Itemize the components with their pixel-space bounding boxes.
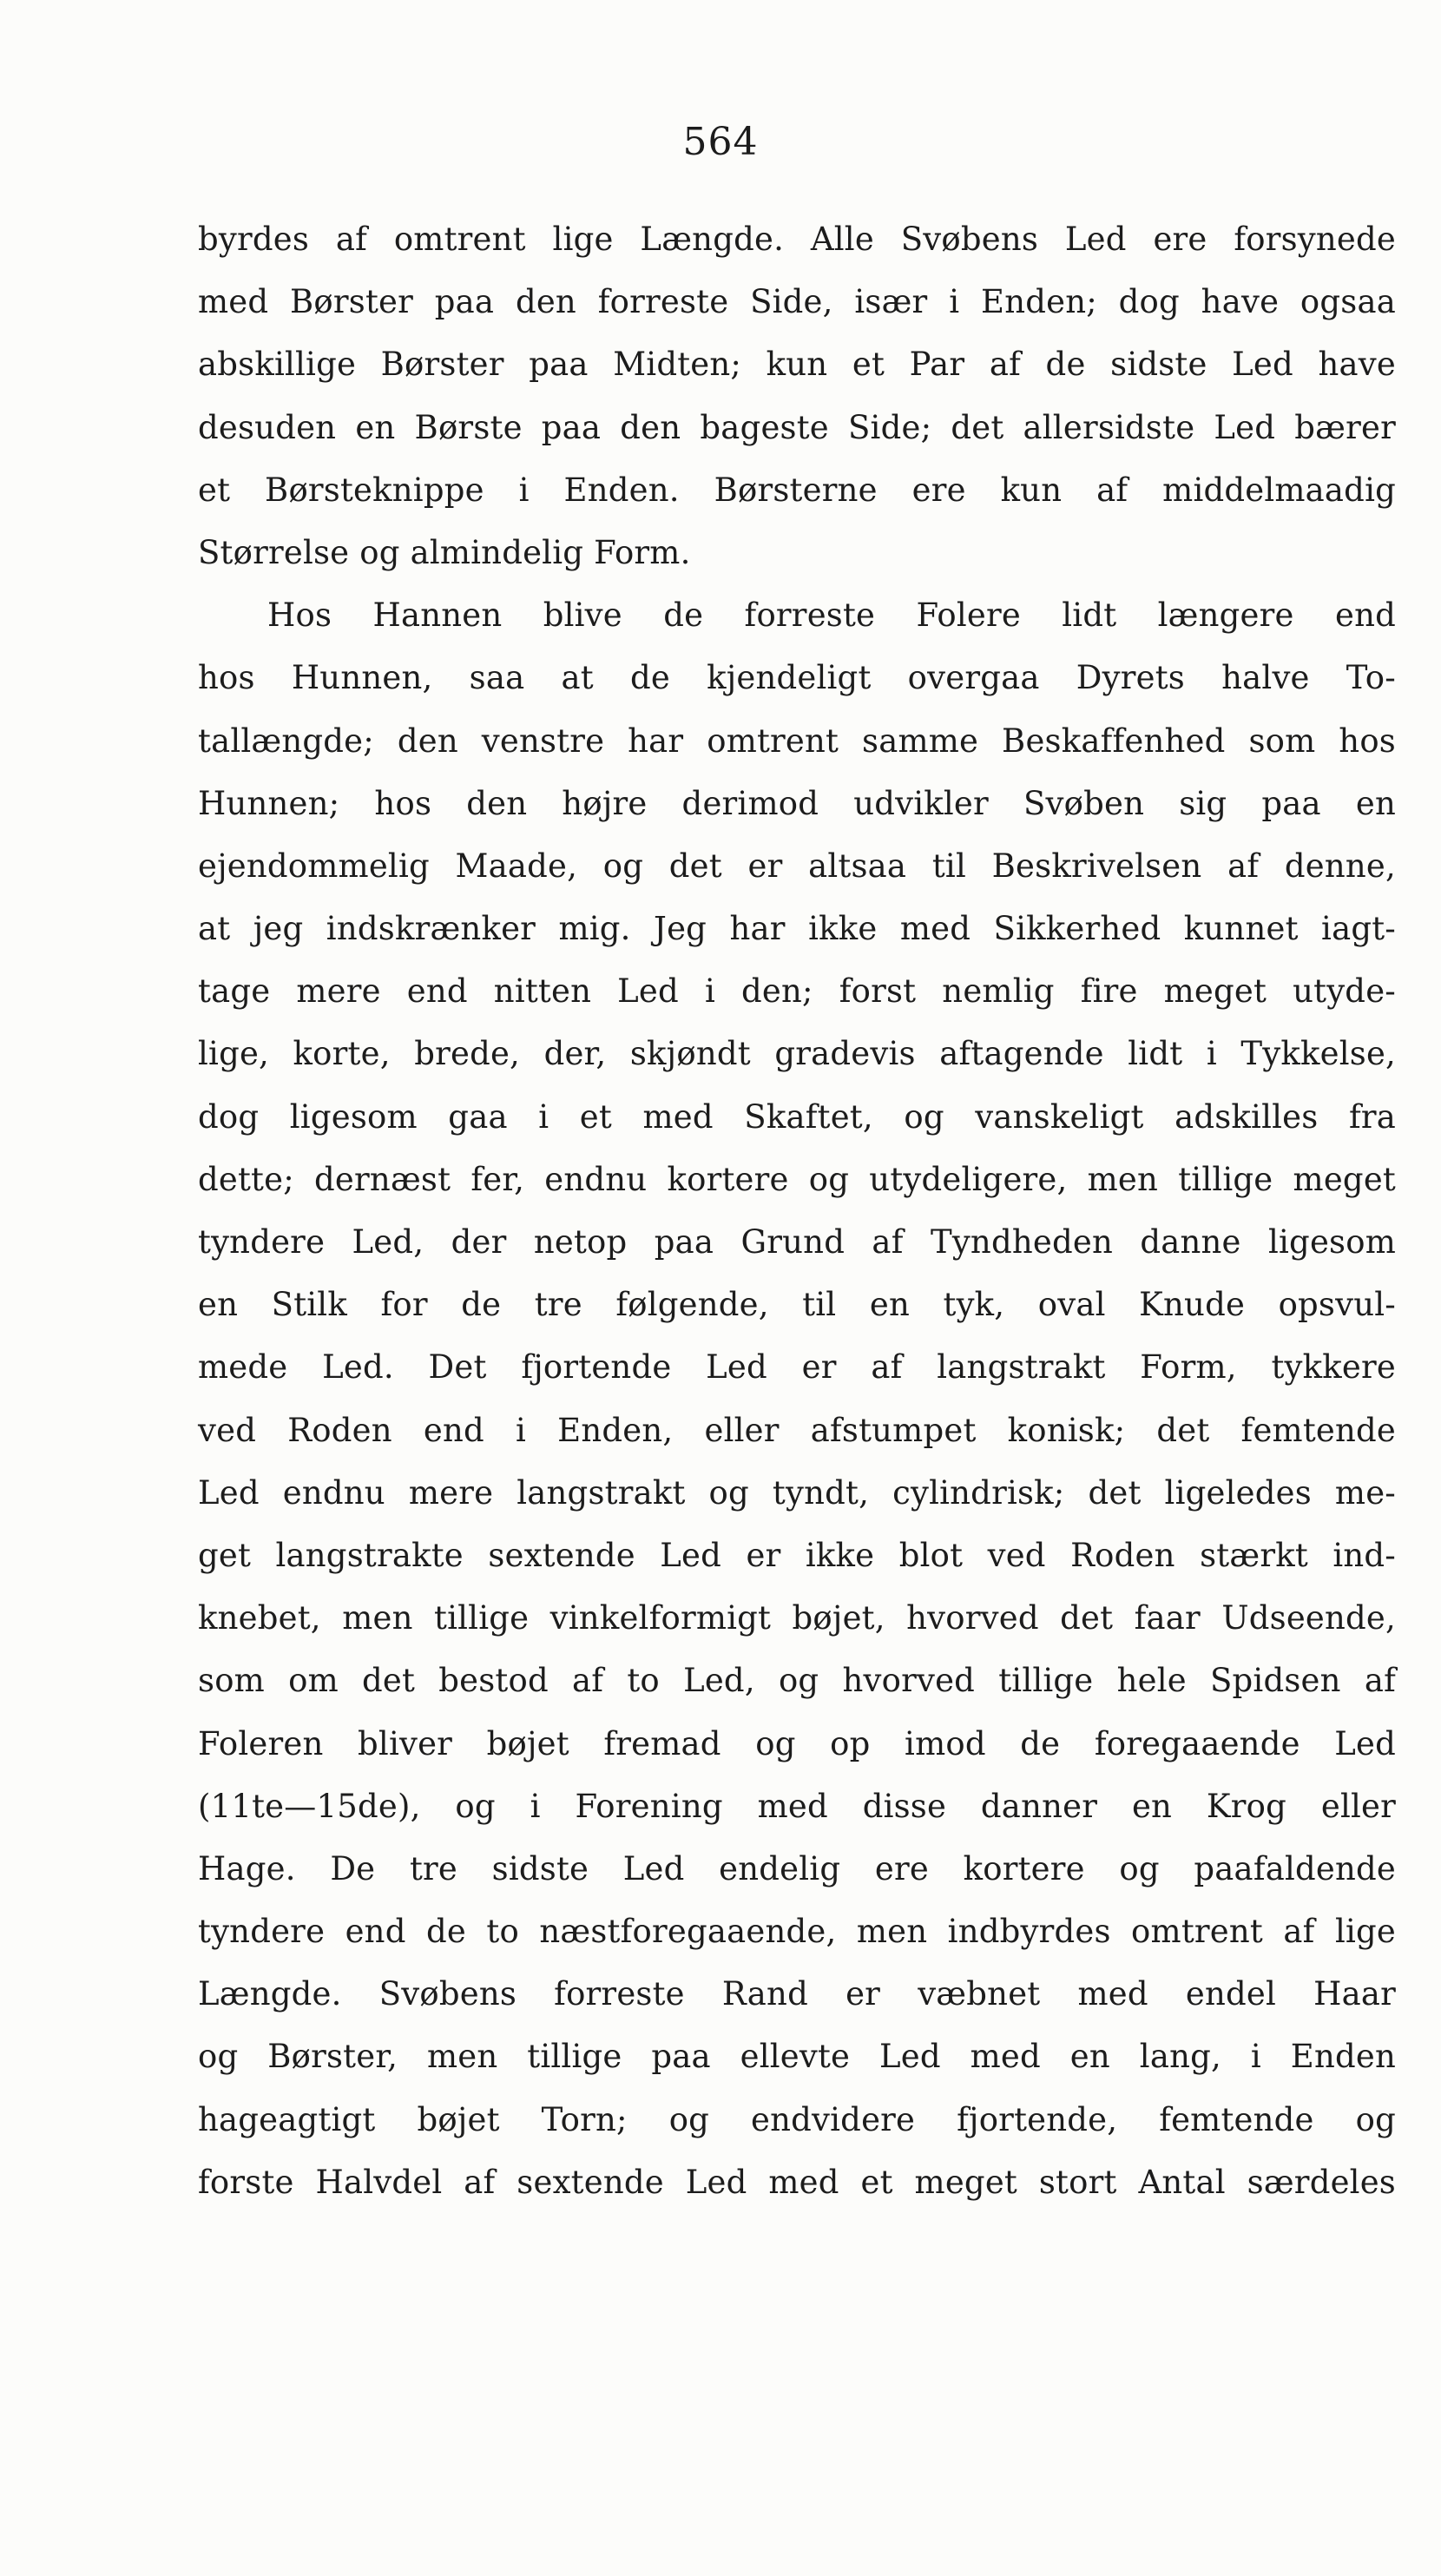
body-text — [198, 208, 1396, 2214]
text-line: byrdes af omtrent lige Længde. Alle Svøbens Led ere forsynede — [198, 221, 1396, 258]
text-line: abskillige Børster paa Midten; kun et Par af de sidste Led have — [198, 346, 1396, 384]
text-line: Led endnu mere langstrakt og tyndt, cylindrisk; det ligeledes me- — [198, 1473, 1396, 1512]
text-line: ved Roden end i Enden, eller afstumpet konisk; det femtende — [198, 1411, 1396, 1449]
text-line: ejendommelig Maade, og det er altsaa til Beskrivelsen af denne, — [198, 847, 1396, 885]
text-line: Hage. De tre sidste Led endelig ere kortere og paafaldende — [198, 1849, 1396, 1888]
text-line: lige, korte, brede, der, skjøndt gradevis aftagende lidt i Tykkelse, — [198, 1035, 1396, 1073]
text-line: tyndere end de to næstforegaaende, men indbyrdes omtrent af lige — [198, 1913, 1396, 1951]
text-line: og Børster, men tillige paa ellevte Led med en lang, i Enden — [198, 2038, 1396, 2076]
text-line: dog ligesom gaa i et med Skaftet, og vanskeligt adskilles fra — [198, 1097, 1396, 1136]
text-line: tyndere Led, der netop paa Grund af Tyndheden danne ligesom — [198, 1223, 1396, 1261]
text-line: som om det bestod af to Led, og hvorved tillige hele Spidsen af — [198, 1662, 1396, 1700]
text-line: knebet, men tillige vinkelformigt bøjet, hvorved det faar Udseende, — [198, 1599, 1396, 1637]
text-line: Længde. Svøbens forreste Rand er væbnet med endel Haar — [198, 1975, 1396, 2013]
text-line: dette; dernæst fer, endnu kortere og utydeligere, men tillige meget — [198, 1160, 1396, 1198]
text-line: et Børsteknippe i Enden. Børsterne ere kun af middelmaadig — [198, 471, 1396, 509]
text-line: Hos Hannen blive de forreste Folere lidt længere end — [267, 596, 1396, 635]
text-line: Størrelse og almindelig Form. — [198, 533, 691, 571]
text-line: tallængde; den venstre har omtrent samme Beskaffenhed som hos — [198, 721, 1396, 760]
text-line: hageagtigt bøjet Torn; og endvidere fjortende, femtende og — [198, 2100, 1396, 2138]
text-line: Hunnen; hos den højre derimod udvikler Svøben sig paa en — [198, 784, 1396, 822]
text-line: mede Led. Det fjortende Led er af langstrakt Form, tykkere — [198, 1348, 1396, 1387]
page-number: 564 — [682, 120, 759, 164]
text-line: get langstrakte sextende Led er ikke blot ved Roden stærkt ind- — [198, 1536, 1396, 1574]
text-line: hos Hunnen, saa at de kjendeligt overgaa Dyrets halve To- — [198, 659, 1396, 697]
text-line: tage mere end nitten Led i den; forst nemlig fire meget utyde- — [198, 972, 1396, 1011]
text-line: forste Halvdel af sextende Led med et meget stort Antal særdeles — [198, 2163, 1396, 2201]
text-line: (11te—15de), og i Forening med disse danner en Krog eller — [198, 1787, 1396, 1825]
text-line: at jeg indskrænker mig. Jeg har ikke med Sikkerhed kunnet iagt- — [198, 910, 1396, 948]
text-line: Foleren bliver bøjet fremad og op imod de foregaaende Led — [198, 1724, 1396, 1762]
text-line: desuden en Børste paa den bageste Side; det allersidste Led bærer — [198, 408, 1396, 446]
text-line: med Børster paa den forreste Side, især i Enden; dog have ogsaa — [198, 283, 1396, 321]
text-line: en Stilk for de tre følgende, til en tyk, oval Knude opsvul- — [198, 1286, 1396, 1324]
